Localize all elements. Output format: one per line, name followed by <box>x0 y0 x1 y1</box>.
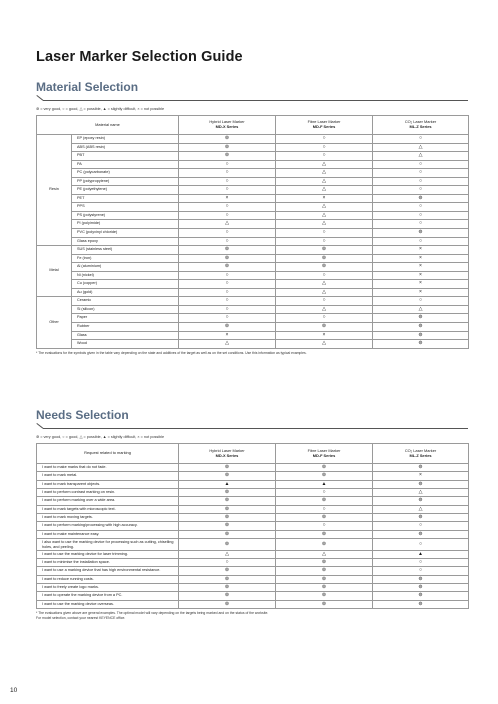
rating-symbol: ⊚ <box>373 464 469 472</box>
rating-symbol: △ <box>276 169 373 178</box>
table-row <box>37 280 469 289</box>
material-name: EP (epoxy resin) <box>72 135 179 144</box>
rating-symbol: ⊚ <box>373 314 469 323</box>
material-table <box>36 115 469 349</box>
request-text: I want to perform marking/processing with high accuracy. <box>37 522 179 530</box>
column-co2: CO₂ Laser Marker ML-Z Series <box>373 116 469 135</box>
material-name: PE (polyethylene) <box>72 186 179 195</box>
rating-symbol: ⊚ <box>276 567 373 575</box>
table-row <box>37 323 469 332</box>
request-text: I want to make marks that do not fade. <box>37 464 179 472</box>
table-row <box>37 211 469 220</box>
table-row <box>37 271 469 280</box>
table-row <box>37 254 469 263</box>
section-divider <box>36 423 468 429</box>
rating-symbol: ⊚ <box>373 592 469 600</box>
rating-symbol: ⊚ <box>373 194 469 203</box>
rating-symbol: ⊚ <box>276 558 373 566</box>
material-name: Glass epoxy <box>72 237 179 246</box>
rating-symbol: ○ <box>179 169 276 178</box>
rating-symbol: ⊚ <box>276 583 373 591</box>
rating-symbol: ○ <box>276 237 373 246</box>
column-hybrid: Hybrid Laser Marker MD-X Series <box>179 444 276 464</box>
request-text: I want to make maintenance easy. <box>37 530 179 538</box>
material-name: Paper <box>72 314 179 323</box>
table-row <box>37 472 469 480</box>
rating-symbol: ○ <box>373 539 469 551</box>
table-row <box>37 177 469 186</box>
rating-symbol: × <box>373 263 469 272</box>
rating-symbol: △ <box>276 160 373 169</box>
rating-symbol: ⊚ <box>179 152 276 161</box>
rating-symbol: ○ <box>373 169 469 178</box>
table-row <box>37 480 469 488</box>
table-row <box>37 263 469 272</box>
rating-symbol: △ <box>373 489 469 497</box>
rating-symbol: × <box>373 254 469 263</box>
rating-symbol: ⊚ <box>276 323 373 332</box>
table-row <box>37 229 469 238</box>
table-row <box>37 203 469 212</box>
request-text: I want to reduce running costs. <box>37 575 179 583</box>
rating-symbol: ⊚ <box>179 522 276 530</box>
rating-symbol: ○ <box>276 489 373 497</box>
needs-name-header: Request related to marking <box>37 444 179 464</box>
rating-symbol: ○ <box>373 558 469 566</box>
rating-symbol: ⊚ <box>373 514 469 522</box>
rating-symbol: ⊚ <box>373 497 469 505</box>
rating-symbol: ○ <box>373 237 469 246</box>
rating-symbol: ⊚ <box>179 323 276 332</box>
rating-symbol: ○ <box>179 203 276 212</box>
material-name: PA <box>72 160 179 169</box>
request-text: I want to mark moving targets. <box>37 514 179 522</box>
material-name: Au (gold) <box>72 288 179 297</box>
request-text: I want to mark targets with microscopic text. <box>37 505 179 513</box>
table-row <box>37 220 469 229</box>
rating-symbol: △ <box>179 550 276 558</box>
request-text: I want to perform marking over a wide area. <box>37 497 179 505</box>
table-row <box>37 550 469 558</box>
table-row <box>37 575 469 583</box>
section-title-needs: Needs Selection <box>36 408 129 422</box>
section-title-material: Material Selection <box>36 80 139 94</box>
rating-symbol: ⊚ <box>179 489 276 497</box>
rating-symbol: ○ <box>179 280 276 289</box>
rating-symbol: ⊚ <box>276 497 373 505</box>
rating-symbol: ⊚ <box>276 464 373 472</box>
rating-symbol: ⊚ <box>179 143 276 152</box>
rating-symbol: ⊚ <box>179 497 276 505</box>
rating-symbol: ○ <box>179 177 276 186</box>
material-name: PP (polypropylene) <box>72 177 179 186</box>
table-row <box>37 152 469 161</box>
rating-symbol: ⊚ <box>373 323 469 332</box>
rating-symbol: ⊚ <box>179 592 276 600</box>
request-text: I want to perform contrast marking on resin. <box>37 489 179 497</box>
material-name-header: Material name <box>37 116 179 135</box>
rating-symbol: ▲ <box>373 550 469 558</box>
rating-symbol: ○ <box>373 135 469 144</box>
rating-symbol: ⊚ <box>373 575 469 583</box>
rating-symbol: △ <box>373 152 469 161</box>
rating-symbol: △ <box>276 280 373 289</box>
material-name: ABS (ABS resin) <box>72 143 179 152</box>
request-text: I want to use the marking device overseas. <box>37 600 179 608</box>
rating-symbol: △ <box>276 288 373 297</box>
rating-symbol: △ <box>276 220 373 229</box>
material-name: SUS (stainless steel) <box>72 246 179 255</box>
rating-symbol: ⊚ <box>276 592 373 600</box>
rating-symbol: ○ <box>179 271 276 280</box>
rating-symbol: ⊚ <box>179 263 276 272</box>
rating-symbol: ○ <box>179 160 276 169</box>
rating-symbol: ○ <box>373 211 469 220</box>
rating-symbol: △ <box>276 550 373 558</box>
table-row <box>37 331 469 340</box>
rating-symbol: ⊚ <box>373 331 469 340</box>
rating-symbol: ⊚ <box>373 600 469 608</box>
material-name: PET <box>72 194 179 203</box>
rating-symbol: ⊚ <box>179 575 276 583</box>
rating-symbol: △ <box>276 186 373 195</box>
rating-symbol: ○ <box>373 186 469 195</box>
rating-symbol: × <box>179 194 276 203</box>
request-text: I want to freely create logo marks. <box>37 583 179 591</box>
material-name: Fe (iron) <box>72 254 179 263</box>
material-name: Wood <box>72 340 179 349</box>
table-row <box>37 464 469 472</box>
rating-symbol: ○ <box>179 211 276 220</box>
request-text: I want to mark transparent objects. <box>37 480 179 488</box>
rating-symbol: △ <box>276 203 373 212</box>
material-name: PVC (polyvinyl chloride) <box>72 229 179 238</box>
table-row <box>37 558 469 566</box>
rating-symbol: ○ <box>373 177 469 186</box>
table-row <box>37 194 469 203</box>
column-co2: CO₂ Laser Marker ML-Z Series <box>373 444 469 464</box>
material-name: PI (polyimide) <box>72 220 179 229</box>
table-row <box>37 522 469 530</box>
table-row <box>37 305 469 314</box>
rating-symbol: ○ <box>373 522 469 530</box>
material-name: PC (polycarbonate) <box>72 169 179 178</box>
rating-symbol: ⊚ <box>276 263 373 272</box>
material-group-label: Resin <box>37 135 72 246</box>
rating-symbol: ⊚ <box>179 583 276 591</box>
material-name: Ceramic <box>72 297 179 306</box>
rating-symbol: ○ <box>179 186 276 195</box>
table-row <box>37 567 469 575</box>
table-row <box>37 246 469 255</box>
rating-symbol: ○ <box>276 297 373 306</box>
table-row <box>37 169 469 178</box>
rating-symbol: △ <box>276 340 373 349</box>
request-text: I want to mark metal. <box>37 472 179 480</box>
request-text: I also want to use the marking device for processing such as cutting, chiselling holes, and peeling. <box>37 539 179 551</box>
rating-symbol: ⊚ <box>179 505 276 513</box>
rating-symbol: ○ <box>276 271 373 280</box>
table-row <box>37 160 469 169</box>
rating-symbol: ▲ <box>276 480 373 488</box>
column-fibre: Fibre Laser Marker MD-F Series <box>276 116 373 135</box>
request-text: I want to use a marking device that has high environmental resistance. <box>37 567 179 575</box>
rating-symbol: × <box>179 331 276 340</box>
section-divider <box>36 95 468 101</box>
rating-symbol: ○ <box>276 229 373 238</box>
rating-symbol: ⊚ <box>373 480 469 488</box>
rating-symbol: △ <box>179 340 276 349</box>
table-row <box>37 143 469 152</box>
request-text: I want to operate the marking device from a PC. <box>37 592 179 600</box>
rating-symbol: ○ <box>179 558 276 566</box>
rating-symbol: ⊚ <box>276 539 373 551</box>
table-row <box>37 583 469 591</box>
table-row <box>37 539 469 551</box>
rating-symbol: ○ <box>373 160 469 169</box>
material-name: Glass <box>72 331 179 340</box>
rating-symbol: ○ <box>276 143 373 152</box>
rating-symbol: × <box>373 246 469 255</box>
material-group-label: Metal <box>37 246 72 297</box>
rating-symbol: ⊚ <box>179 600 276 608</box>
rating-symbol: ○ <box>179 288 276 297</box>
rating-symbol: ○ <box>276 152 373 161</box>
rating-symbol: ○ <box>179 305 276 314</box>
material-group-label: Other <box>37 297 72 348</box>
rating-symbol: ○ <box>373 203 469 212</box>
rating-symbol: ○ <box>179 297 276 306</box>
rating-symbol: ⊚ <box>373 583 469 591</box>
rating-symbol: ⊚ <box>276 246 373 255</box>
rating-symbol: ○ <box>179 237 276 246</box>
rating-symbol: ⊚ <box>276 575 373 583</box>
needs-footnote: * The evaluations given above are general examples. The optimal model will vary depending on the targets being marked and on the status of the worksite. For model selection, contact your nearest KEYENCE office. <box>36 611 269 620</box>
rating-symbol: ⊚ <box>179 539 276 551</box>
rating-symbol: ⊚ <box>179 254 276 263</box>
column-fibre: Fibre Laser Marker MD-F Series <box>276 444 373 464</box>
rating-symbol: △ <box>373 505 469 513</box>
rating-symbol: ⊚ <box>179 135 276 144</box>
rating-symbol: ⊚ <box>373 340 469 349</box>
table-row <box>37 592 469 600</box>
rating-symbol: ○ <box>276 522 373 530</box>
rating-symbol: ▲ <box>179 480 276 488</box>
material-section <box>36 79 468 355</box>
table-row <box>37 497 469 505</box>
page-number: 10 <box>10 687 18 694</box>
table-row <box>37 288 469 297</box>
rating-symbol: × <box>276 331 373 340</box>
column-hybrid: Hybrid Laser Marker MD-X Series <box>179 116 276 135</box>
rating-symbol: ○ <box>179 229 276 238</box>
rating-symbol: ⊚ <box>179 567 276 575</box>
material-footnote: * The evaluations for the symbols given in the table vary depending on the state and additives of the target as well as on the set conditions. Use this information as typical examples. <box>36 350 307 355</box>
needs-section <box>36 407 468 620</box>
table-row <box>37 297 469 306</box>
rating-symbol: ⊚ <box>276 472 373 480</box>
table-row <box>37 340 469 349</box>
rating-symbol: × <box>373 472 469 480</box>
rating-symbol: △ <box>179 220 276 229</box>
page-title: Laser Marker Selection Guide <box>36 49 243 65</box>
rating-symbol: × <box>373 280 469 289</box>
rating-symbol: × <box>373 288 469 297</box>
needs-table <box>36 443 469 609</box>
rating-symbol: ○ <box>276 505 373 513</box>
rating-symbol: △ <box>276 305 373 314</box>
table-row <box>37 135 469 144</box>
rating-symbol: ○ <box>179 314 276 323</box>
rating-symbol: ⊚ <box>276 514 373 522</box>
material-name: PPS <box>72 203 179 212</box>
rating-symbol: ⊚ <box>276 254 373 263</box>
rating-symbol: ○ <box>373 220 469 229</box>
table-row <box>37 314 469 323</box>
material-name: PBT <box>72 152 179 161</box>
rating-symbol: ○ <box>373 297 469 306</box>
rating-symbol: ⊚ <box>179 464 276 472</box>
rating-symbol: ⊚ <box>373 229 469 238</box>
material-name: Si (silicon) <box>72 305 179 314</box>
material-name: Rubber <box>72 323 179 332</box>
rating-symbol: ○ <box>276 314 373 323</box>
rating-symbol: △ <box>276 211 373 220</box>
rating-symbol: ⊚ <box>276 530 373 538</box>
table-row <box>37 186 469 195</box>
table-row <box>37 237 469 246</box>
table-row <box>37 514 469 522</box>
rating-symbol: ⊚ <box>373 530 469 538</box>
rating-symbol: ⊚ <box>276 600 373 608</box>
rating-symbol: ○ <box>276 135 373 144</box>
table-row <box>37 530 469 538</box>
material-name: Ni (nickel) <box>72 271 179 280</box>
table-row <box>37 505 469 513</box>
request-text: I want to minimise the installation space. <box>37 558 179 566</box>
material-name: Cu (copper) <box>72 280 179 289</box>
material-name: Al (aluminium) <box>72 263 179 272</box>
rating-symbol: ⊚ <box>179 530 276 538</box>
rating-symbol: △ <box>276 177 373 186</box>
rating-symbol: ⊚ <box>179 514 276 522</box>
rating-symbol: ⊚ <box>179 246 276 255</box>
rating-symbol: ⊚ <box>179 472 276 480</box>
legend-material: ⊚ = very good, ○ = good, △ = possible, ▲ = slightly difficult, × = not possible <box>36 107 165 111</box>
rating-symbol: ○ <box>373 567 469 575</box>
rating-symbol: △ <box>373 305 469 314</box>
table-row <box>37 600 469 608</box>
table-row <box>37 489 469 497</box>
request-text: I want to use the marking device for laser trimming. <box>37 550 179 558</box>
rating-symbol: × <box>276 194 373 203</box>
rating-symbol: △ <box>373 143 469 152</box>
rating-symbol: × <box>373 271 469 280</box>
material-name: PS (polystyrene) <box>72 211 179 220</box>
legend-needs: ⊚ = very good, ○ = good, △ = possible, ▲ = slightly difficult, × = not possible <box>36 435 165 439</box>
